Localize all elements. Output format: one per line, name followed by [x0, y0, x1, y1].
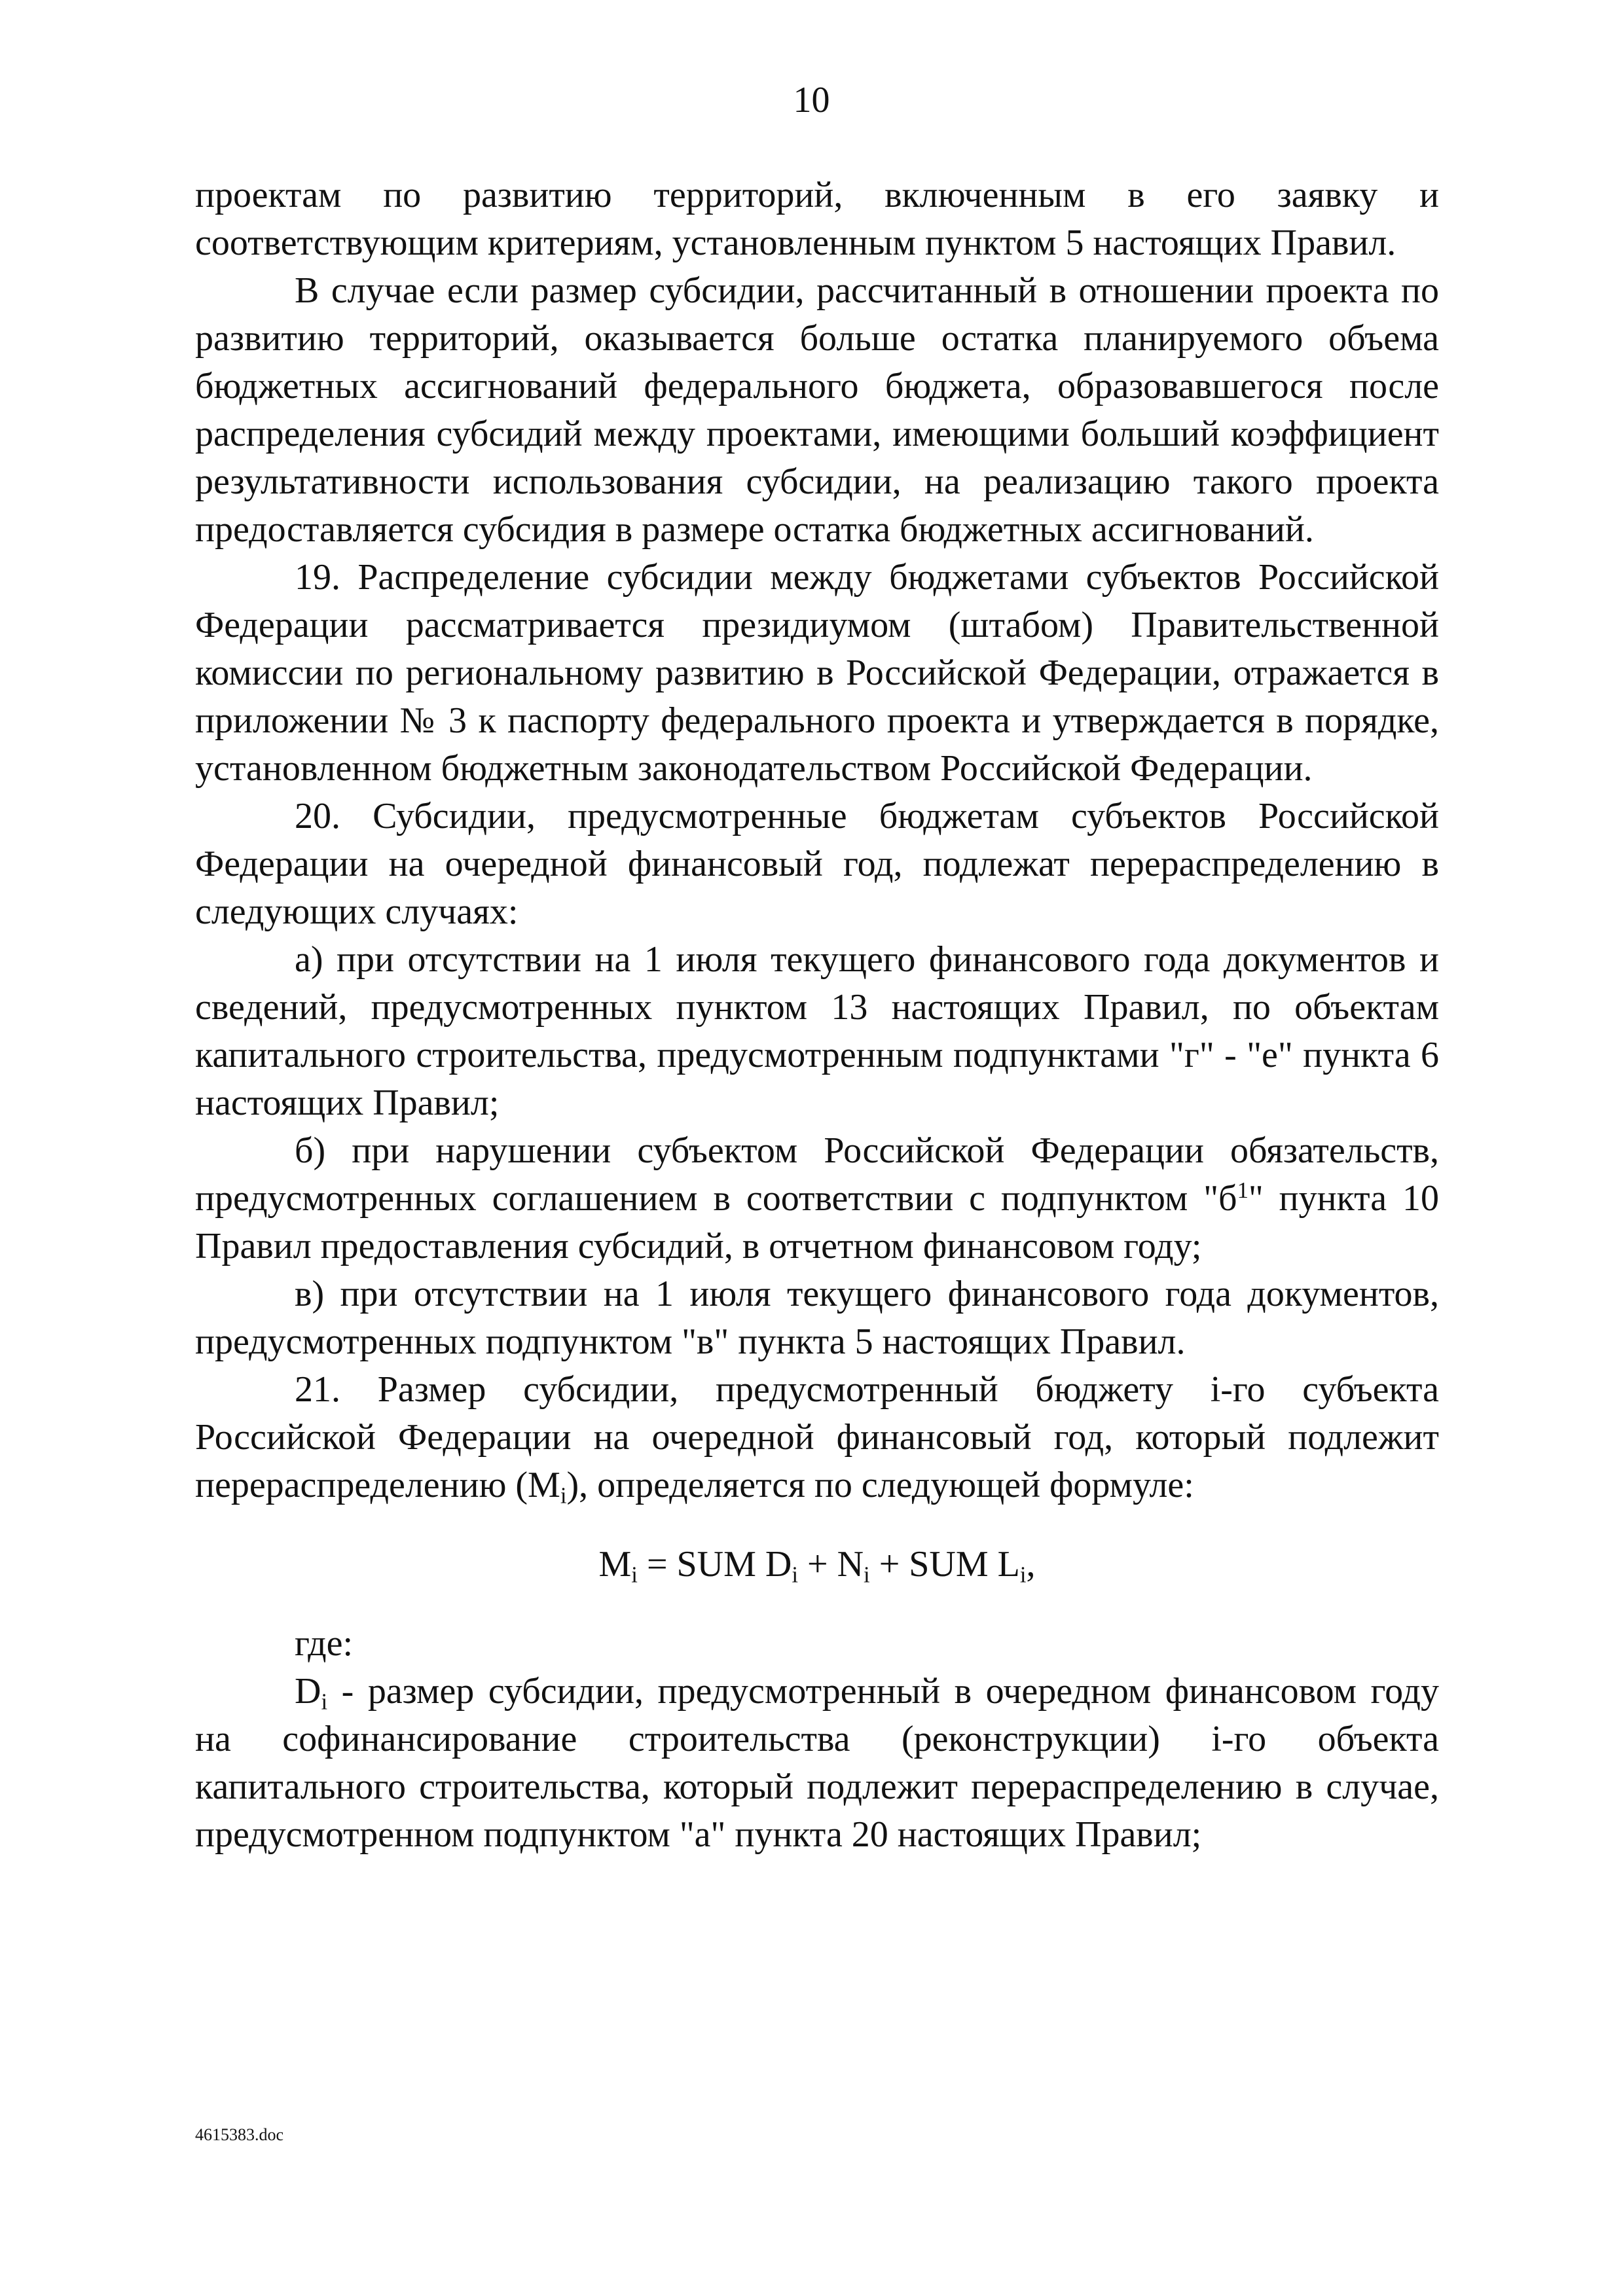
formula-part: + N	[798, 1544, 864, 1585]
definition-symbol: D	[295, 1671, 321, 1712]
clause-21	[195, 1366, 1439, 1509]
document-body	[195, 171, 1439, 1859]
superscript: 1	[1237, 1177, 1249, 1203]
clause-20-a: а) при отсутствии на 1 июля текущего финансового года документов и сведений, предусмотренных пунктом 13 настоящих Правил, по объектам капитального строительства, предусмотренным подпунктами "г" - "е" пункта 6 настоящих Правил;	[195, 939, 1439, 1123]
formula-part: M	[598, 1544, 632, 1585]
subscript: i	[631, 1562, 638, 1588]
formula-part: ,	[1026, 1544, 1036, 1585]
page-number: 10	[793, 80, 830, 120]
clause-20: 20. Субсидии, предусмотренные бюджетам субъектов Российской Федерации на очередной финансовый год, подлежат перераспределению в следующих случаях:	[195, 796, 1439, 932]
document-filename: 4615383.doc	[195, 2125, 284, 2144]
clause-19: 19. Распределение субсидии между бюджетами субъектов Российской Федерации рассматривается президиумом (штабом) Правительственной комиссии по региональному развитию в Российской Федерации, отражается в приложении № 3 к паспорту федерального проекта и утверждается в порядке, установленном бюджетным законодательством Российской Федерации.	[195, 557, 1439, 789]
clause-21-text: 21. Размер субсидии, предусмотренный бюджету i-го субъекта Российской Федерации на очередной финансовый год, который подлежит перераспределению (M	[195, 1369, 1439, 1505]
clause-20-b-text-end: " пункта 10 Правил предоставления субсидий, в отчетном финансовом году;	[195, 1178, 1440, 1266]
clause-21-text-end: ), определяется по следующей формуле:	[566, 1465, 1194, 1505]
definition-text: - размер субсидии, предусмотренный в очередном финансовом году на софинансирование строительства (реконструкции) i-го объекта капитального строительства, который подлежит перераспределению в случае, предусмотренном подпунктом "а" пункта 20 настоящих Правил;	[195, 1671, 1439, 1855]
clause-20-b	[195, 1127, 1439, 1270]
subscript: i	[864, 1562, 870, 1588]
paragraph-continuation: проектам по развитию территорий, включенным в его заявку и соответствующим критериям, установленным пунктом 5 настоящих Правил.	[195, 175, 1439, 263]
subscript: i	[321, 1689, 328, 1715]
spacer	[195, 1509, 1439, 1541]
subscript: i	[792, 1562, 798, 1588]
definition-di	[195, 1668, 1439, 1859]
formula-part: + SUM L	[869, 1544, 1020, 1585]
clause-20-b-text: б) при нарушении субъектом Российской Федерации обязательств, предусмотренных соглашением в соответствии с подпунктом "б	[195, 1130, 1439, 1219]
where-label: где:	[295, 1623, 354, 1664]
formula-part: = SUM D	[637, 1544, 792, 1585]
clause-20-v: в) при отсутствии на 1 июля текущего финансового года документов, предусмотренных подпунктом "в" пункта 5 настоящих Правил.	[195, 1274, 1439, 1362]
subscript: i	[560, 1482, 567, 1509]
formula-mi	[195, 1541, 1439, 1588]
paragraph-subsidy-remainder: В случае если размер субсидии, рассчитанный в отношении проекта по развитию территорий, оказывается больше остатка планируемого объема бюджетных ассигнований федерального бюджета, образовавшегося после распределения субсидий между проектами, имеющими больший коэффициент результативности использования субсидии, на реализацию такого проекта предоставляется субсидия в размере остатка бюджетных ассигнований.	[195, 270, 1439, 550]
spacer	[195, 1588, 1439, 1620]
subscript: i	[1019, 1562, 1027, 1588]
